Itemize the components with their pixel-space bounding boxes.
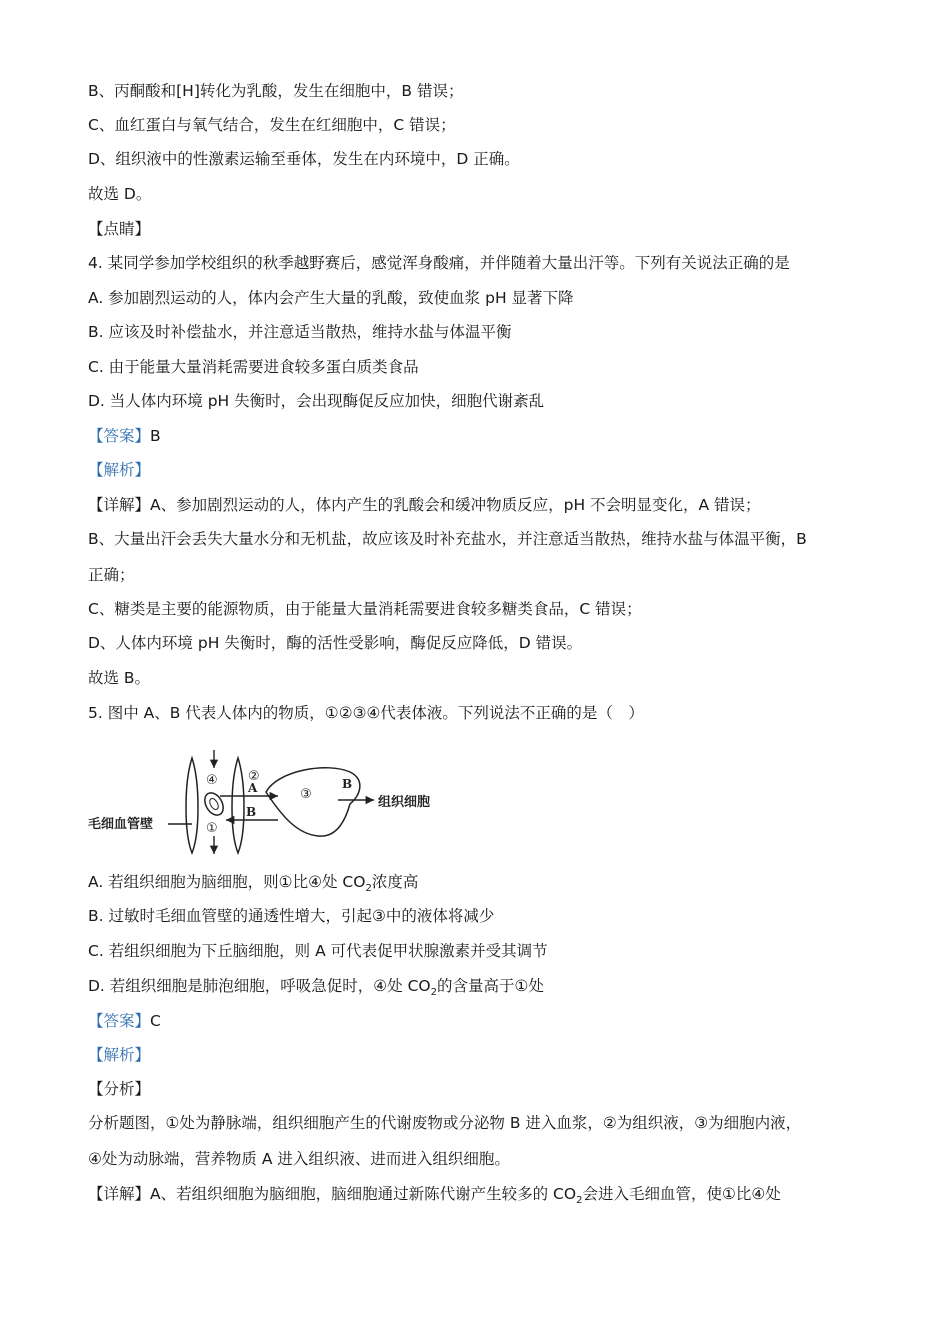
answer-value: C [150, 1012, 161, 1030]
detail-line: 故选 B。 [88, 669, 151, 687]
option-c: C. 若组织细胞为下丘脑细胞，则 A 可代表促甲状腺激素并受其调节 [88, 942, 548, 960]
red-blood-cell [201, 790, 227, 819]
section-tag: 【点睛】 [88, 220, 151, 238]
red-blood-cell-inner [208, 797, 220, 811]
detail-line: C、糖类是主要的能源物质，由于能量大量消耗需要进食较多糖类食品，C 错误； [88, 600, 642, 618]
option-d: D. 若组织细胞是肺泡细胞，呼吸急促时，④处 $CO_2$的含量高于①处 [88, 977, 544, 999]
analysis-line: ④处为动脉端，营养物质 A 进入组织液、进而进入组织细胞。 [88, 1150, 510, 1168]
answer-line [88, 1010, 161, 1032]
question-4: 4. 某同学参加学校组织的秋季越野赛后，感觉浑身酸痛，并伴随着大量出汗等。下列有关说法正确的是 [88, 254, 790, 272]
text-line: C、血红蛋白与氧气结合，发生在红细胞中，C 错误； [88, 116, 456, 134]
option-a: A. 参加剧烈运动的人，体内会产生大量的乳酸，致使血浆 pH 显著下降 [88, 289, 574, 307]
label-1: ① [206, 821, 218, 836]
label-4: ④ [206, 773, 218, 788]
analysis-tag: 【解析】 [88, 1046, 151, 1064]
question-5: 5. 图中 A、B 代表人体内的物质，①②③④代表体液。下列说法不正确的是（ ） [88, 704, 644, 722]
option-a: A. 若组织细胞为脑细胞，则①比④处 $CO_2$浓度高 [88, 873, 419, 895]
answer-tag: 【答案】 [88, 427, 151, 445]
detail-line: 【详解】A、参加剧烈运动的人，体内产生的乳酸会和缓冲物质反应，pH 不会明显变化，A 错误； [88, 496, 761, 514]
option-d: D. 当人体内环境 pH 失衡时，会出现酶促反应加快，细胞代谢紊乱 [88, 392, 545, 410]
answer-value: B [150, 427, 161, 445]
option-b: B. 应该及时补偿盐水，并注意适当散热，维持水盐与体温平衡 [88, 323, 512, 341]
text-line: D、组织液中的性激素运输至垂体，发生在内环境中，D 正确。 [88, 150, 520, 168]
detail-line: B、大量出汗会丢失大量水分和无机盐，故应该及时补充盐水，并注意适当散热，维持水盐与体温平衡，B [88, 530, 807, 548]
answer-tag: 【答案】 [88, 1012, 151, 1030]
answer-line [88, 425, 161, 447]
capillary-wall-label: 毛细血管壁 [88, 817, 154, 832]
label-a: A [248, 781, 258, 795]
label-b-right: B [342, 777, 353, 791]
tissue-cell-label: 组织细胞 [378, 795, 431, 810]
capillary-wall-left [186, 758, 198, 853]
detail-line: 【详解】A、若组织细胞为脑细胞，脑细胞通过新陈代谢产生较多的 $CO_2$会进入毛细血管，使①比④处 [88, 1185, 781, 1207]
capillary-diagram [88, 748, 468, 858]
text-line: 故选 D。 [88, 185, 152, 203]
detail-line: D、人体内环境 pH 失衡时，酶的活性受影响，酶促反应降低，D 错误。 [88, 634, 583, 652]
section-tag: 【分析】 [88, 1080, 151, 1098]
text-line: B、丙酮酸和[H]转化为乳酸，发生在细胞中，B 错误； [88, 82, 464, 100]
label-b-left: B [246, 805, 257, 819]
analysis-line: 分析题图，①处为静脉端，组织细胞产生的代谢废物或分泌物 B 进入血浆，②为组织液，③为细胞内液， [88, 1114, 802, 1132]
detail-line: 正确； [88, 566, 135, 584]
option-b: B. 过敏时毛细血管壁的通透性增大，引起③中的液体将减少 [88, 907, 495, 925]
label-3: ③ [300, 787, 312, 802]
analysis-tag: 【解析】 [88, 461, 151, 479]
option-c: C. 由于能量大量消耗需要进食较多蛋白质类食品 [88, 358, 419, 376]
label-2: ② [248, 769, 260, 784]
capillary-wall-right [232, 758, 244, 853]
